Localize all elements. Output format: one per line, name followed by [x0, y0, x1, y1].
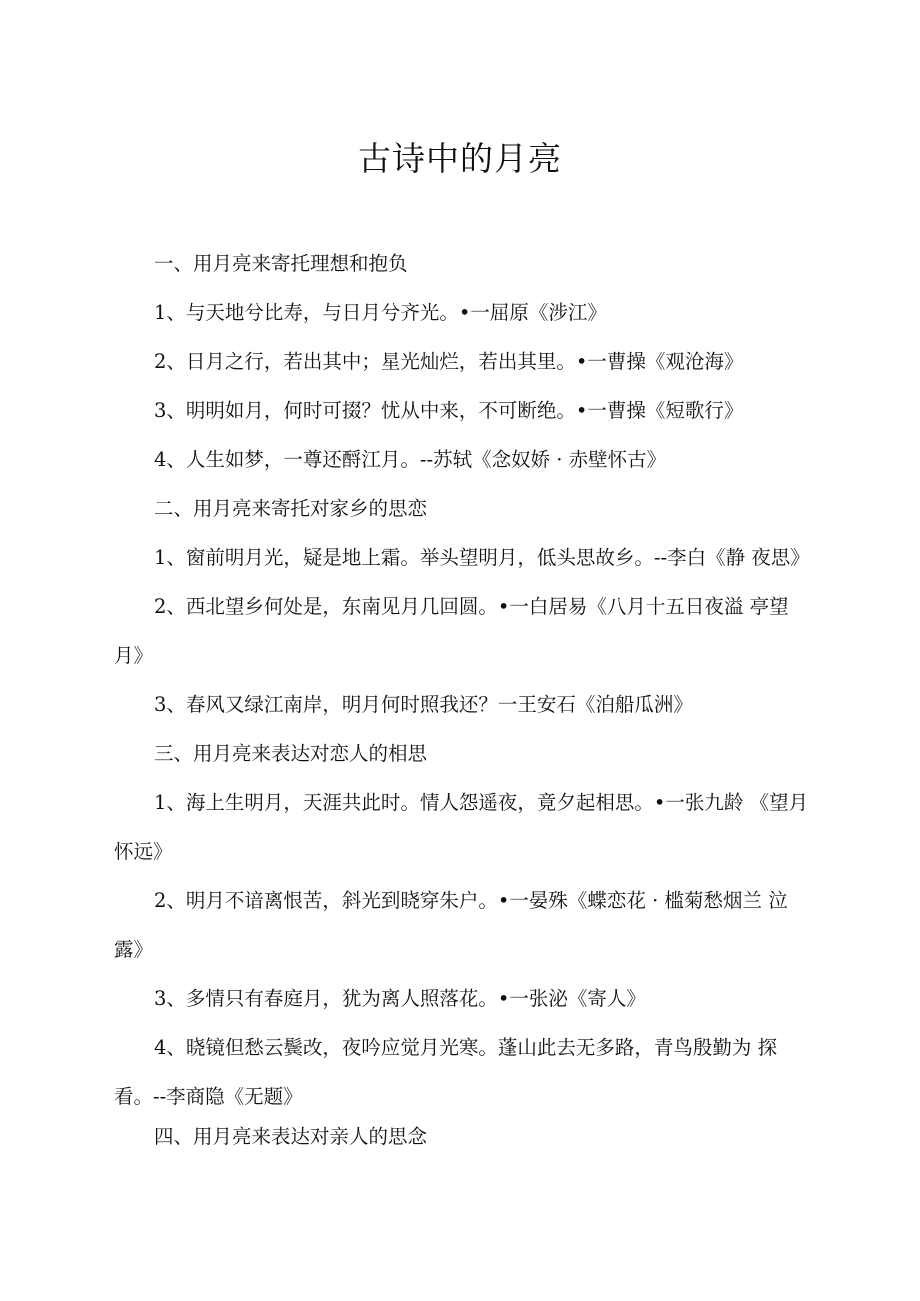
- poem-line: 2、西北望乡何处是，东南见月几回圆。•一白居易《八月十五日夜溢 亭望月》: [114, 595, 789, 667]
- poem-line: 2、日月之行，若出其中；星光灿烂，若出其里。•一曹操《观沧海》: [154, 350, 744, 373]
- poem-line: 1、海上生明月，天涯共此时。情人怨遥夜，竟夕起相思。•一张九龄 《望月怀远》: [114, 791, 809, 863]
- poem-line: 3、多情只有春庭月，犹为离人照落花。•一张泌《寄人》: [154, 987, 646, 1010]
- poem-line: 4、晓镜但愁云鬓改，夜吟应觉月光寒。蓬山此去无多路，青鸟殷勤为 探看。--李商隐《无题》: [114, 1036, 778, 1108]
- section-heading-1: 一、用月亮来寄托理想和抱负: [154, 252, 408, 275]
- poem-line: 3、明明如月，何时可掇？忧从中来，不可断绝。•一曹操《短歌行》: [154, 399, 744, 422]
- poem-line: 2、明月不谙离恨苦，斜光到晓穿朱户。•一晏殊《蝶恋花 · 槛菊愁烟兰 泣露》: [114, 889, 788, 961]
- poem-line: 1、窗前明月光，疑是地上霜。举头望明月，低头思故乡。--李白《静 夜思》: [154, 546, 810, 569]
- section-heading-4: 四、用月亮来表达对亲人的思念: [154, 1125, 428, 1148]
- poem-line: 3、春风又绿江南岸，明月何时照我还？一王安石《泊船瓜洲》: [154, 693, 693, 716]
- section-heading-2: 二、用月亮来寄托对家乡的思恋: [154, 497, 428, 520]
- poem-line: 1、与天地兮比寿，与日月兮齐光。•一屈原《涉江》: [154, 301, 607, 324]
- section-heading-3: 三、用月亮来表达对恋人的相思: [154, 742, 428, 765]
- poem-line: 4、人生如梦，一尊还酹江月。--苏轼《念奴娇 · 赤壁怀古》: [154, 448, 667, 471]
- document-title: 古诗中的月亮: [358, 139, 562, 178]
